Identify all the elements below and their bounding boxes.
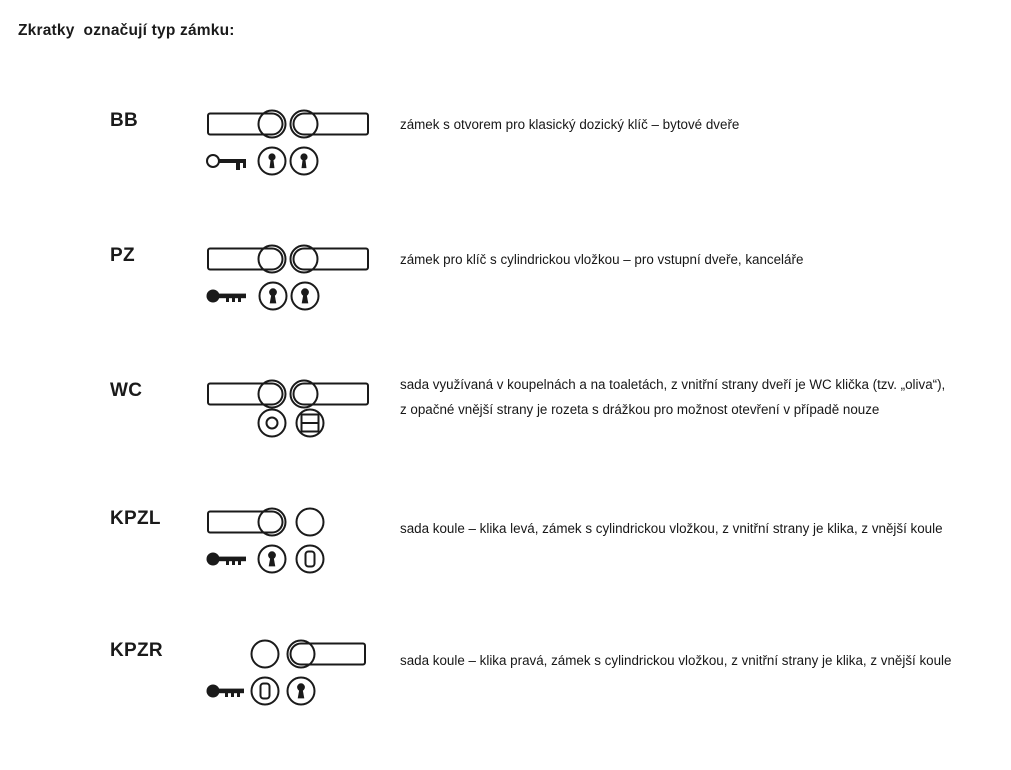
lock-description-line: sada koule – klika pravá, zámek s cylindrickou vložkou, z vnitřní strany je klika, z vnější koule — [400, 653, 952, 668]
handle-left-icon — [208, 111, 286, 138]
handle-left-icon — [208, 381, 286, 408]
lock-code-label: KPZL — [110, 508, 161, 529]
lock-type-row — [0, 245, 1011, 375]
cylinder-rosette-icon — [259, 546, 286, 573]
lock-code-label: WC — [110, 380, 143, 401]
keyhole-bb-rosette-icon — [291, 148, 318, 175]
cylinder-rosette-icon — [292, 283, 319, 310]
lock-type-row — [0, 377, 1011, 510]
lock-description-line: zámek pro klíč s cylindrickou vložkou – pro vstupní dveře, kanceláře — [400, 252, 804, 267]
handle-right-icon — [288, 641, 366, 668]
wc-slot-rosette-icon — [297, 410, 324, 437]
lock-description-line: sada koule – klika levá, zámek s cylindrickou vložkou, z vnitřní strany je klika, z vnější koule — [400, 521, 943, 536]
keyhole-bb-rosette-icon — [259, 148, 286, 175]
lock-description — [400, 247, 1000, 272]
knob-icon — [252, 641, 279, 668]
lock-code-label: BB — [110, 110, 139, 131]
cylinder-key-icon — [207, 553, 247, 566]
lock-description-line: sada využívaná v koupelnách a na toaletách, z vnitřní strany dveří je WC klička (tzv. „oliva“), — [400, 377, 946, 392]
cylinder-rosette-icon — [288, 678, 315, 705]
lock-description — [400, 372, 1000, 422]
skeleton-key-icon — [207, 155, 246, 170]
knob-icon — [297, 509, 324, 536]
lock-code-label: KPZR — [110, 640, 163, 661]
handle-right-icon — [291, 381, 369, 408]
lock-type-row — [0, 640, 1011, 770]
lock-set-illustration — [200, 245, 390, 345]
handle-left-icon — [208, 246, 286, 273]
cylinder-key-icon — [207, 290, 247, 303]
wc-thumbturn-rosette-icon — [259, 410, 286, 437]
lock-description-line: zámek s otvorem pro klasický dozický klíč – bytové dveře — [400, 117, 740, 132]
lock-set-illustration — [200, 380, 390, 480]
cylinder-slot-rosette-icon — [297, 546, 324, 573]
handle-left-icon — [208, 509, 286, 536]
lock-set-illustration — [200, 640, 390, 740]
cylinder-slot-rosette-icon — [252, 678, 279, 705]
lock-code-label: PZ — [110, 245, 135, 266]
lock-type-row — [0, 110, 1011, 240]
lock-description — [400, 516, 1000, 541]
lock-set-illustration — [200, 508, 390, 608]
lock-description — [400, 648, 1000, 673]
handle-right-icon — [291, 246, 369, 273]
cylinder-key-icon — [207, 685, 245, 698]
cylinder-rosette-icon — [260, 283, 287, 310]
handle-right-icon — [291, 111, 369, 138]
lock-type-row — [0, 508, 1011, 638]
lock-description — [400, 112, 1000, 137]
lock-set-illustration — [200, 110, 390, 210]
page-title: Zkratky označují typ zámku: — [18, 22, 235, 39]
lock-description-line: z opačné vnější strany je rozeta s drážkou pro možnost otevření v případě nouze — [400, 402, 880, 417]
